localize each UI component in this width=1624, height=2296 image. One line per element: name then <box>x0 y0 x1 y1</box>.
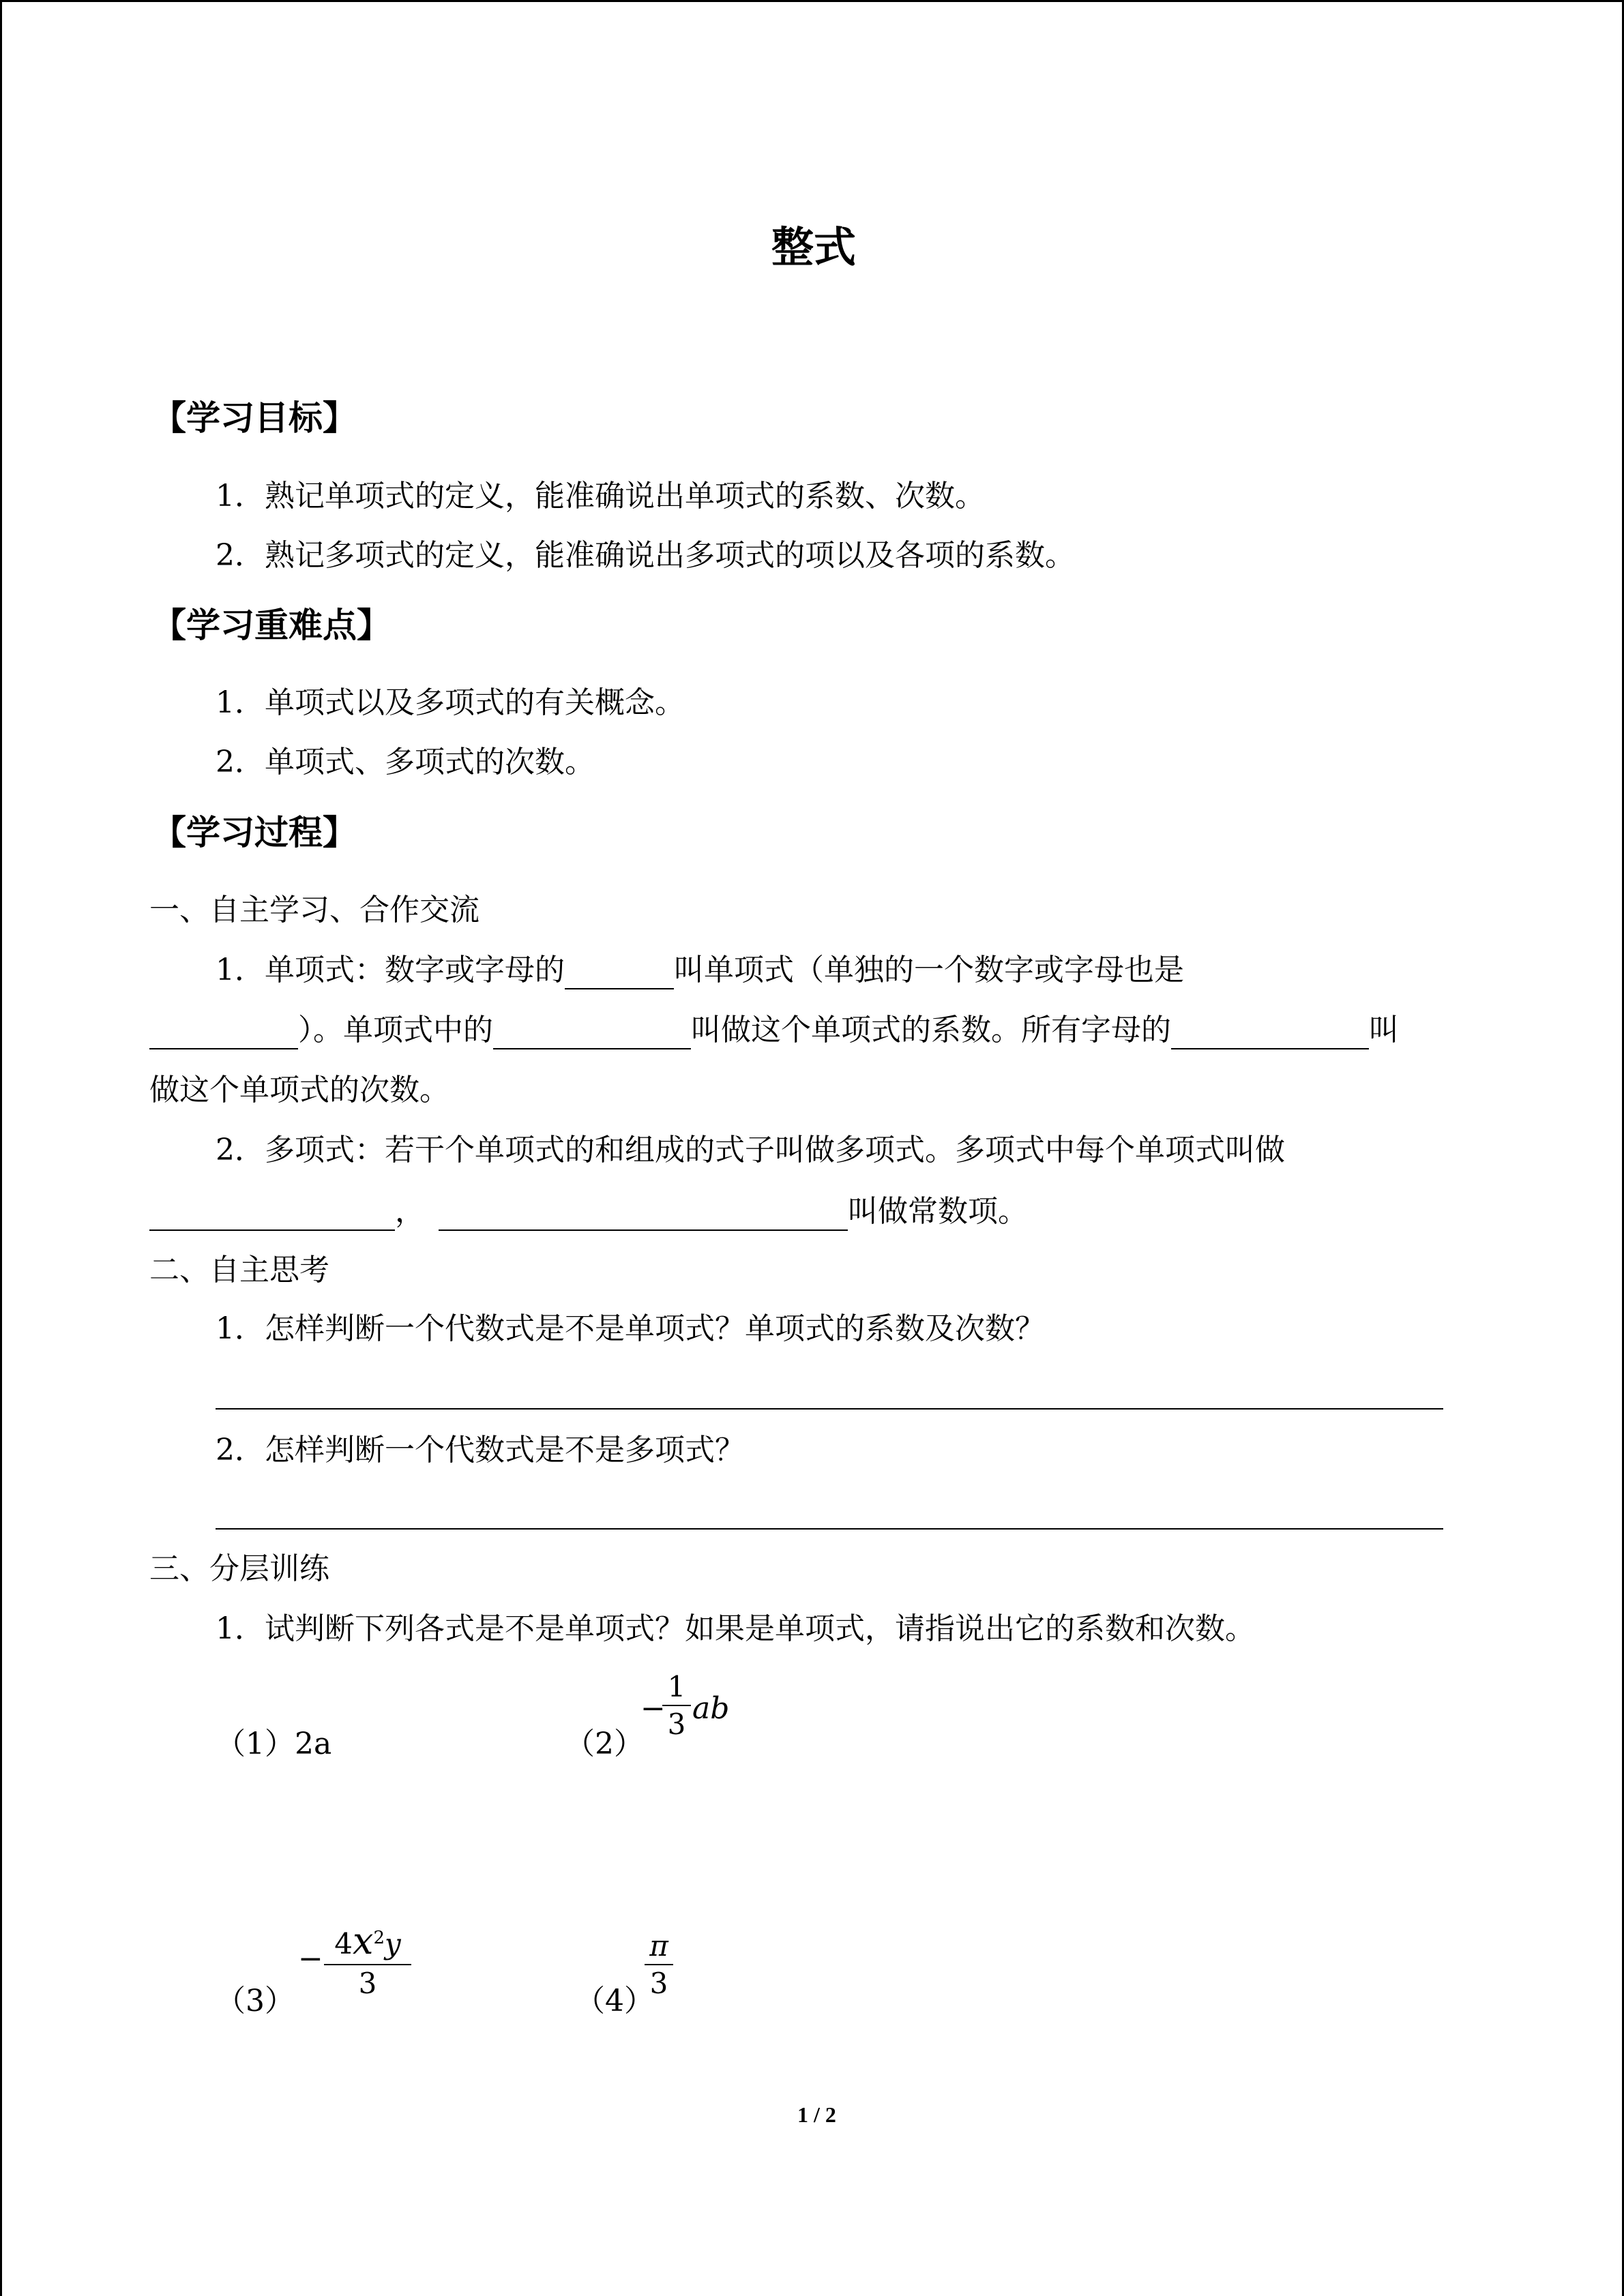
goal-item: 2．熟记多项式的定义，能准确说出多项式的项以及各项的系数。 <box>216 538 1075 573</box>
item-2-fraction <box>662 1670 691 1741</box>
fraction-bar <box>324 1964 411 1965</box>
goals-heading: 【学习目标】 <box>152 398 357 438</box>
answer-blank[interactable] <box>439 1198 848 1231</box>
exercise-item-3-label: （3） <box>216 1984 295 2018</box>
q1-text-a: 1．单项式：数字或字母的 <box>216 953 565 987</box>
part2-q2: 2．怎样判断一个代数式是不是多项式？ <box>216 1433 745 1467</box>
fraction-numerator <box>324 1920 411 1963</box>
item-3-fraction <box>324 1920 411 2000</box>
fraction-numerator: 1 <box>667 1670 686 1703</box>
answer-blank[interactable] <box>1171 1017 1369 1049</box>
part2-q1: 1．怎样判断一个代数式是不是单项式？单项式的系数及次数？ <box>216 1311 1045 1346</box>
fraction-bar <box>662 1705 691 1706</box>
answer-blank[interactable] <box>565 957 674 989</box>
answer-line[interactable] <box>216 1408 1443 1410</box>
key-point-item: 1．单项式以及多项式的有关概念。 <box>216 685 685 720</box>
item-4-fraction <box>645 1929 673 2000</box>
item-2-variables: ab <box>692 1691 730 1726</box>
part1-q2-line2 <box>149 1193 1028 1231</box>
fraction-denominator: 3 <box>667 1708 686 1741</box>
goal-item: 1．熟记单项式的定义，能准确说出单项式的系数、次数。 <box>216 479 985 513</box>
part1-q2-line1: 2．多项式：若干个单项式的和组成的式子叫做多项式。多项式中每个单项式叫做 <box>216 1133 1285 1167</box>
q1-text-b: 叫单项式（单独的一个数字或字母也是 <box>674 953 1184 987</box>
process-heading: 【学习过程】 <box>152 813 357 852</box>
part1-heading: 一、自主学习、合作交流 <box>149 893 479 927</box>
key-point-item: 2．单项式、多项式的次数。 <box>216 745 595 779</box>
answer-blank[interactable] <box>149 1198 395 1231</box>
page-number: 1 / 2 <box>797 2102 836 2127</box>
q1-text-d: 叫做这个单项式的系数。所有字母的 <box>691 1013 1171 1047</box>
variable-y: y <box>385 1927 401 1960</box>
answer-line[interactable] <box>216 1528 1443 1530</box>
exponent: 2 <box>373 1928 385 1948</box>
fraction-numerator: π <box>649 1929 668 1963</box>
part3-heading: 三、分层训练 <box>149 1551 329 1586</box>
coefficient: 4 <box>334 1927 353 1960</box>
item-2-minus-sign: − <box>640 1691 666 1726</box>
part1-q1-line3: 做这个单项式的次数。 <box>149 1073 449 1107</box>
part3-q1: 1．试判断下列各式是不是单项式？如果是单项式，请指说出它的系数和次数。 <box>216 1611 1255 1646</box>
q1-text-c: ）。单项式中的 <box>298 1013 493 1047</box>
fraction-denominator: 3 <box>649 1967 668 2000</box>
exercise-item-1: （1）2a <box>216 1727 332 1761</box>
answer-blank[interactable] <box>493 1017 691 1049</box>
fraction-bar <box>645 1964 673 1965</box>
exercise-item-4-label: （4） <box>575 1984 654 2018</box>
key-points-heading: 【学习重难点】 <box>152 606 391 645</box>
item-3-minus-sign: − <box>298 1941 323 1976</box>
fraction-denominator: 3 <box>358 1967 377 2000</box>
part1-q1-line2 <box>149 1011 1399 1049</box>
page-title: 整式 <box>771 222 857 272</box>
answer-blank[interactable] <box>149 1017 298 1049</box>
exercise-item-2-label: （2） <box>565 1727 644 1761</box>
part2-heading: 二、自主思考 <box>149 1253 329 1287</box>
variable-x: x <box>352 1920 374 1963</box>
q2-comma: ， <box>395 1194 425 1229</box>
q1-text-e: 叫 <box>1369 1013 1399 1047</box>
q2-text-b: 叫做常数项。 <box>848 1194 1028 1229</box>
part1-q1-line1 <box>216 951 1184 989</box>
